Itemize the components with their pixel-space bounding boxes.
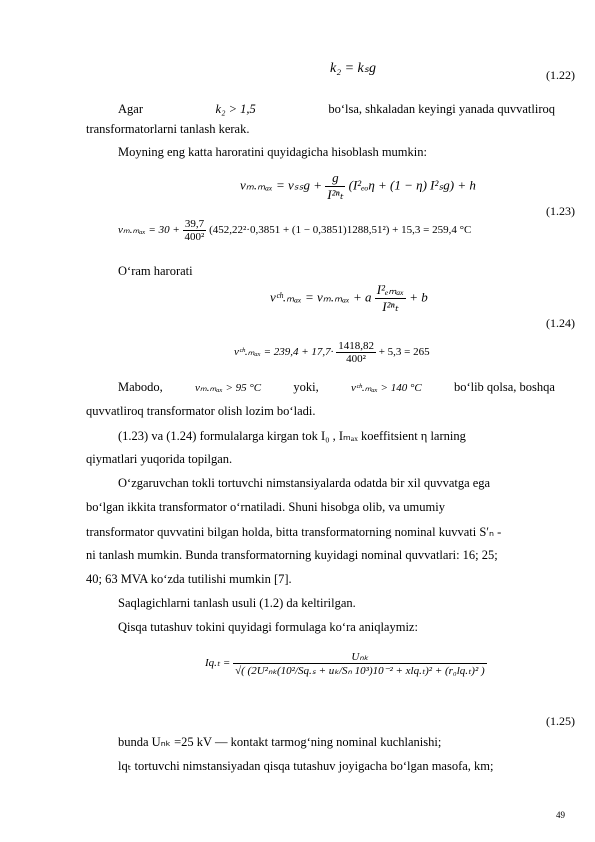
calculation-1-23: vₘ.ₘₐₓ = 30 + $\frac{39,7}{\text{400²}}$ (452,22²·0,3851 + (1 − 0,3851)1288,51²) + 15,3 = 259,4 °C xyxy=(118,218,472,243)
equation-number: (1.24) xyxy=(546,316,575,330)
equation-1-25: Iq.ₜ = $\frac{\text{Uₙₖ}}{\text{√( (2U²ₙₖ(10²/Sq.ₛ + uₖ/Sₙ 10³)10⁻² + xlq.ₜ)² + (r₀lq.ₜ)² )}}$ xyxy=(205,651,485,677)
text: bo‘lsa, shkaladan keyingi yanada quvvatliroq xyxy=(328,102,555,116)
calculation-1-24: vᶜʰ.ₘₐₓ = 239,4 + 17,7· $\frac{1418,82}{\text{400²}}$ + 5,3 = 265 xyxy=(234,340,430,365)
paragraph-agar xyxy=(118,98,555,120)
paragraph: bunda Uₙₖ =25 kV — kontakt tarmog‘ning nominal kuchlanishi; xyxy=(118,735,442,749)
text-line: transformatorlarni tanlash kerak. xyxy=(86,122,250,136)
page-number: 49 xyxy=(556,810,565,820)
text: Agar xyxy=(118,102,143,116)
equation-number: (1.25) xyxy=(546,714,575,728)
paragraph-mabodo: Mabodo, vₘ.ₘₐₓ > 95 °C yoki, vᶜʰ.ₘₐₓ > 140 °C bo‘lib qolsa, boshqa xyxy=(118,380,555,394)
paragraph-line: ni tanlash mumkin. Bunda transformatorning kuyidagi nominal quvvatlari: 16; 25; xyxy=(86,548,498,562)
equation-1-24: vᶜʰ.ₘₐₓ = vₘ.ₘₐₓ + a $\frac{\text{I²ₑₘₐₓ}}{\text{I²ⁿₜ}}$ + b xyxy=(270,282,428,314)
equation-number: (1.22) xyxy=(546,68,575,82)
equation-number: (1.23) xyxy=(546,204,575,218)
paragraph-line: 40; 63 MVA ko‘zda tutilishi mumkin [7]. xyxy=(86,572,292,586)
paragraph-line: transformator quvvatini bilgan holda, bitta transformatorning nominal kuvvati S′ₙ - xyxy=(86,525,502,539)
paragraph-lines: qiymatlari yuqorida topilgan. xyxy=(86,452,233,466)
paragraph: lqₜ tortuvchi nimstansiyadan qisqa tutashuv joyigacha bo‘lgan masofa, km; xyxy=(118,759,494,773)
paragraph: O‘ram harorati xyxy=(118,264,193,278)
equation-1-22: k₂ = kₛg xyxy=(330,61,376,76)
text-line: quvvatliroq transformator olish lozim bo‘ladi. xyxy=(86,404,316,418)
paragraph-lines: (1.23) va (1.24) formulalarga kirgan tok I₀ , Iₘₐₓ koeffitsient η larning xyxy=(118,429,466,443)
equation-1-23: vₘ.ₘₐₓ = vₛₛg + $\frac{g}{\text{I²ⁿₜ}}$ (I²ₑₒη + (1 − η) I²ₛg) + h xyxy=(240,170,476,202)
paragraph: Moyning eng katta haroratini quyidagicha hisoblash mumkin: xyxy=(118,145,427,159)
condition: k₂ > 1,5 xyxy=(215,102,256,116)
paragraph-line: O‘zgaruvchan tokli tortuvchi nimstansiyalarda odatda bir xil quvvatga ega xyxy=(118,476,491,490)
paragraph: Saqlagichlarni tanlash usuli (1.2) da keltirilgan. xyxy=(118,596,356,610)
paragraph: Qisqa tutashuv tokini quyidagi formulaga ko‘ra aniqlaymiz: xyxy=(118,620,418,634)
paragraph-line: bo‘lgan ikkita transformator o‘rnatiladi. Shuni hisobga olib, va umumiy xyxy=(86,500,445,514)
